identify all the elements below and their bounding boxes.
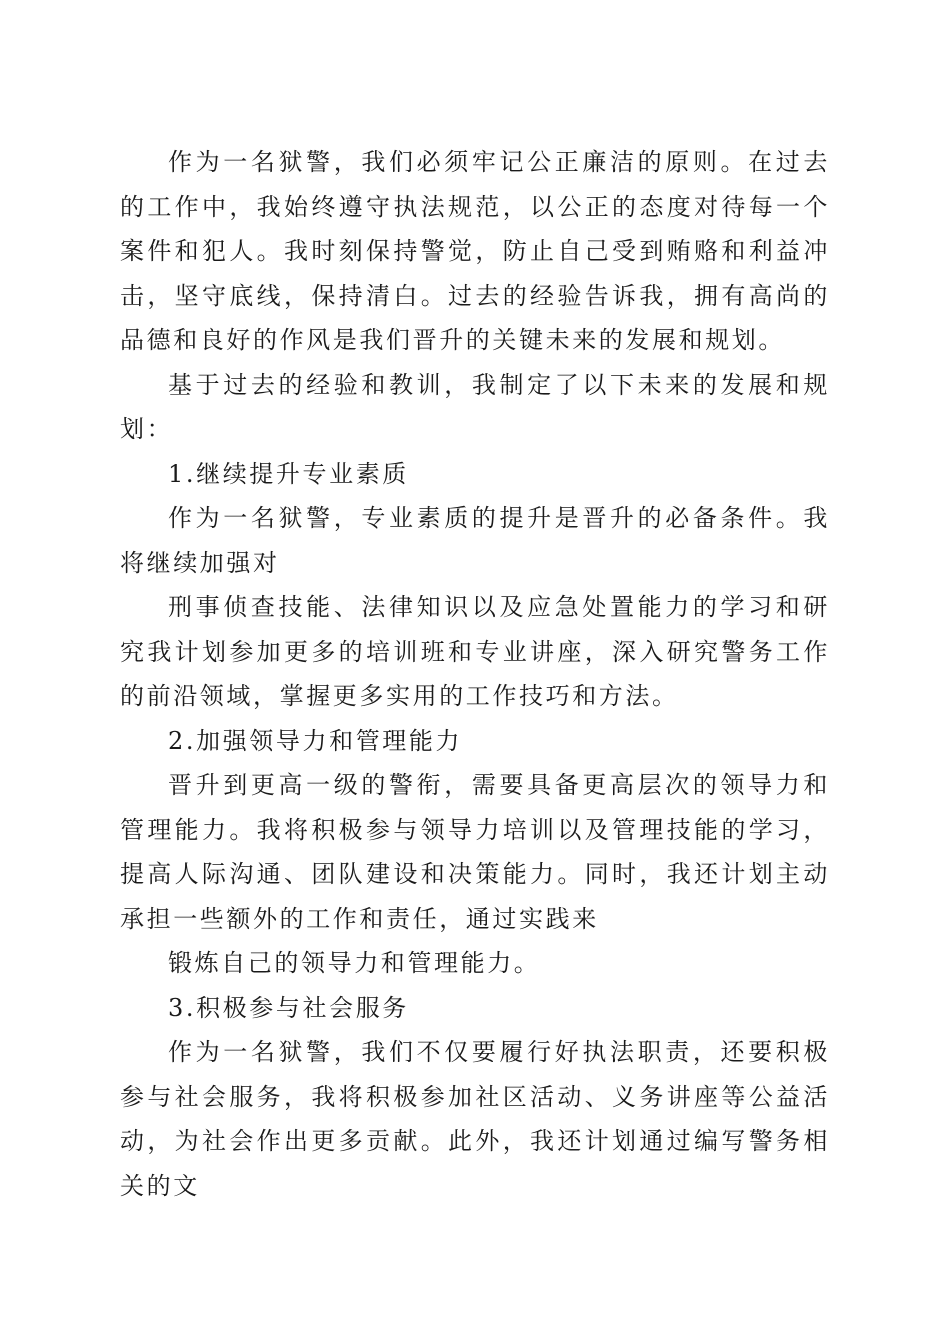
paragraph-professional-quality: 作为一名狱警，专业素质的提升是晋升的必备条件。我将继续加强对 — [120, 504, 830, 577]
heading-social-service: 3.积极参与社会服务 — [168, 993, 409, 1022]
paragraph-plan-intro: 基于过去的经验和教训，我制定了以下未来的发展和规划： — [120, 370, 830, 443]
paragraph-integrity: 作为一名狱警，我们必须牢记公正廉洁的原则。在过去的工作中，我始终遵守执法规范，以公正的态度对待每一个案件和犯人。我时刻保持警觉，防止自己受到贿赂和利益冲击，坚守底线，保持清白。过去的经验告诉我，拥有高尚的品德和良好的作风是我们晋升的关键未来的发展和规划。 — [120, 148, 830, 354]
document-body — [120, 140, 830, 1208]
paragraph-training: 刑事侦查技能、法律知识以及应急处置能力的学习和研究我计划参加更多的培训班和专业讲座，深入研究警务工作的前沿领域，掌握更多实用的工作技巧和方法。 — [120, 593, 830, 710]
heading-professional-quality: 1.继续提升专业素质 — [168, 459, 409, 488]
paragraph-leadership: 晋升到更高一级的警衔，需要具备更高层次的领导力和管理能力。我将积极参与领导力培训以及管理技能的学习，提高人际沟通、团队建设和决策能力。同时，我还计划主动承担一些额外的工作和责任，通过实践来 — [120, 771, 830, 933]
paragraph-leadership-continued: 锻炼自己的领导力和管理能力。 — [168, 949, 541, 977]
heading-leadership: 2.加强领导力和管理能力 — [168, 726, 463, 755]
paragraph-social-service: 作为一名狱警，我们不仅要履行好执法职责，还要积极参与社会服务，我将积极参加社区活动、义务讲座等公益活动，为社会作出更多贡献。此外，我还计划通过编写警务相关的文 — [120, 1038, 830, 1200]
